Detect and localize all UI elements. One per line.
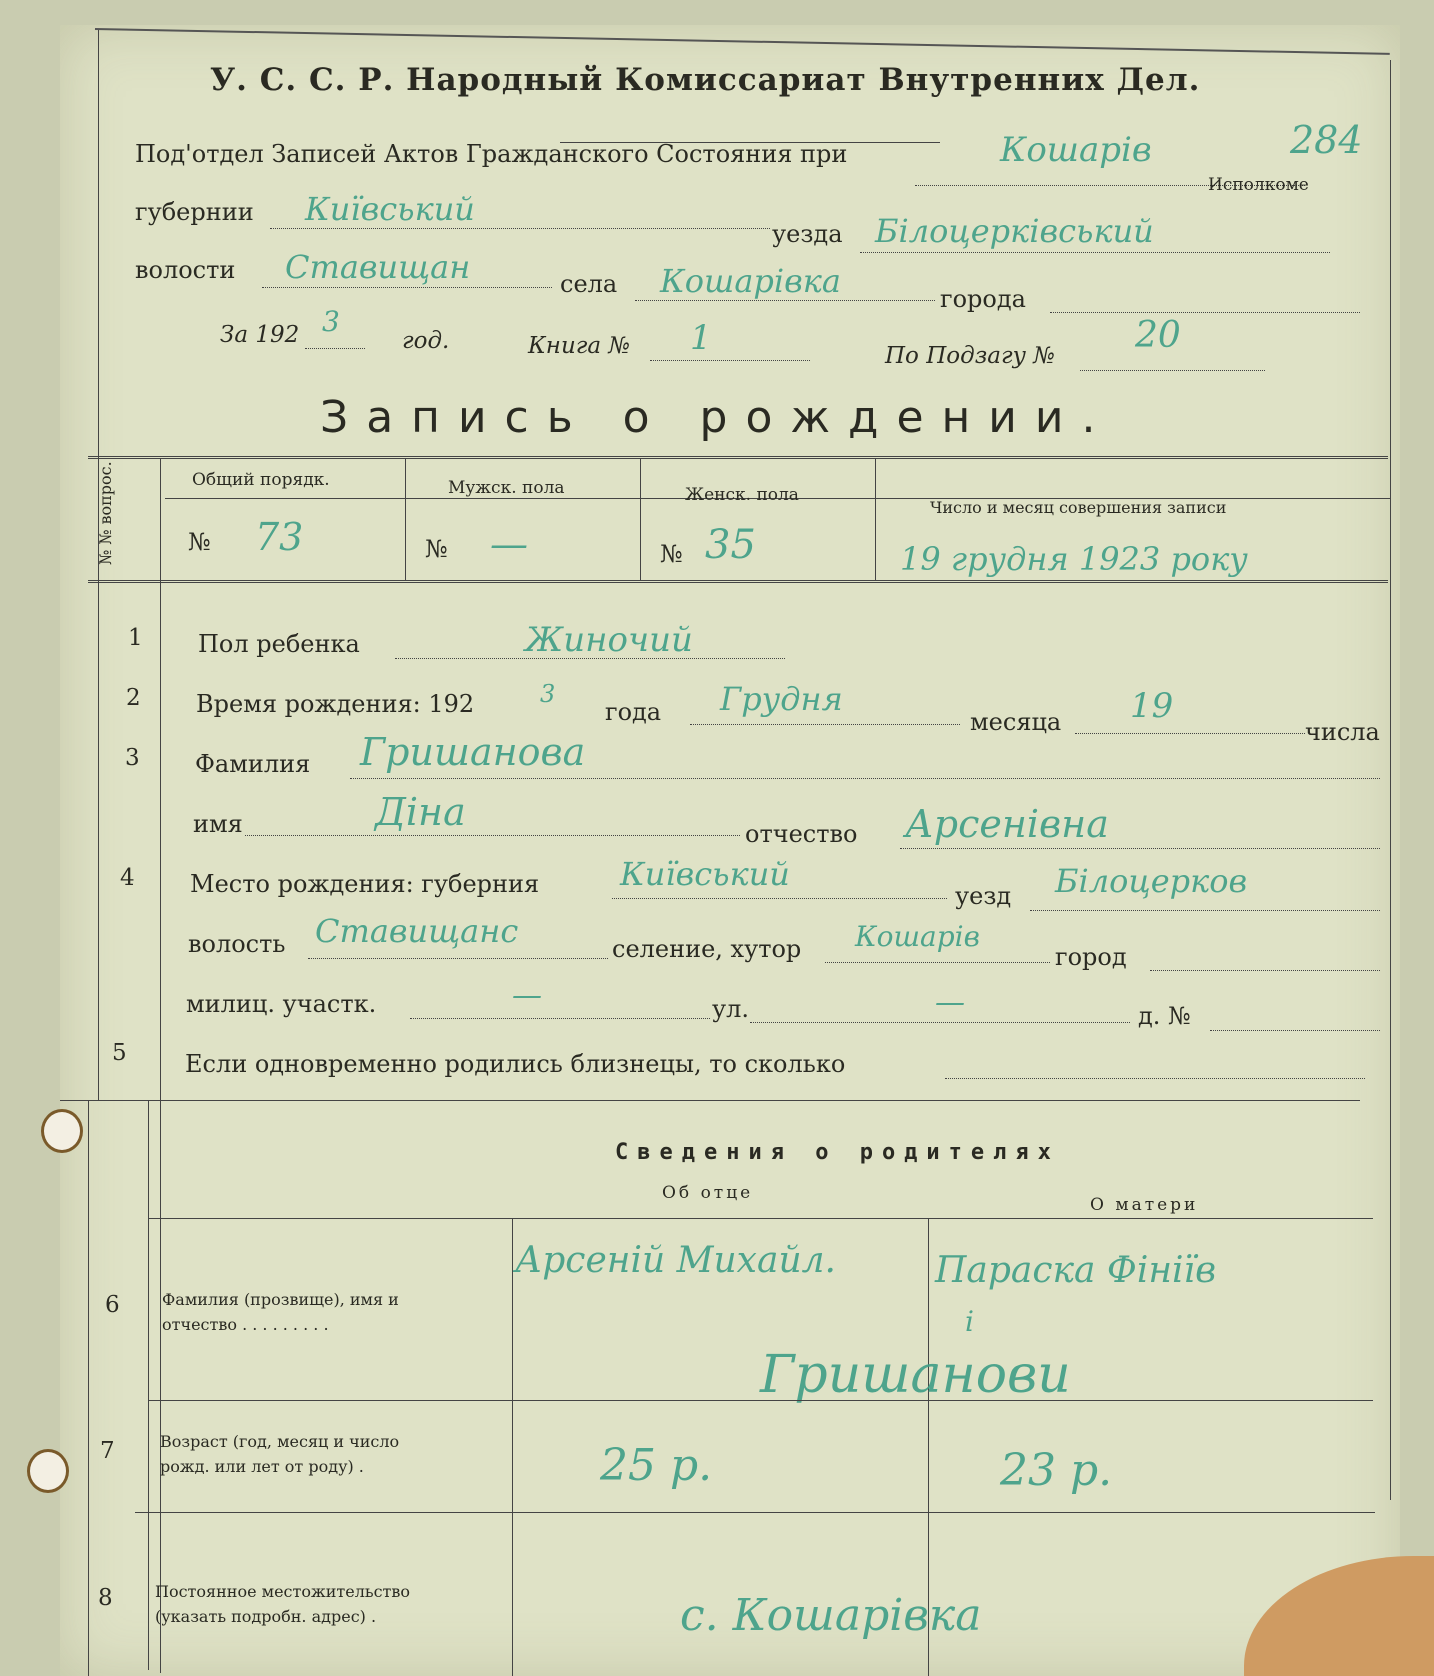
street-line (750, 1022, 1130, 1023)
podzag-line (1080, 370, 1265, 371)
podzag-handwriting: 20 (1135, 315, 1181, 356)
subdept-handwriting: Кошарів (1000, 130, 1152, 170)
time-label: Время рождения: 192 (196, 690, 475, 718)
sex-handwriting: Жиночий (525, 620, 693, 660)
row6-label-line2: отчество . . . . . . . . . (162, 1315, 329, 1334)
place-uezd-label: уезд (955, 882, 1012, 910)
question-number-label: № № вопрос. (96, 461, 115, 565)
col-female-prefix: № (660, 540, 683, 568)
year-label: За 192 (220, 322, 300, 348)
patronymic-handwriting: Арсенівна (905, 802, 1109, 846)
uezd-label: уезда (772, 220, 843, 248)
row6-mother-handwriting-2: і (965, 1305, 974, 1338)
q2-number: 2 (126, 685, 141, 711)
place-volost-label: волость (188, 930, 286, 958)
frame-left-border-lower (88, 1100, 89, 1676)
name-line (245, 835, 740, 836)
place-gub-line (612, 898, 947, 899)
punch-hole-lower (30, 1452, 66, 1490)
father-header: Об отце (662, 1183, 754, 1203)
street-label: ул. (712, 995, 749, 1023)
corner-number: 284 (1290, 118, 1363, 162)
volost-handwriting: Ставищан (285, 248, 471, 286)
place-city-line (1150, 970, 1380, 971)
time-year-handwriting: 3 (540, 680, 556, 708)
top-col-divider-1 (405, 458, 406, 580)
top-col-divider-2 (640, 458, 641, 580)
place-volost-line (308, 958, 608, 959)
place-uezd-handwriting: Білоцерков (1055, 862, 1248, 900)
patronymic-line (900, 848, 1380, 849)
police-label: милиц. участк. (186, 990, 377, 1018)
q8-number: 8 (98, 1585, 113, 1611)
top-table-bottom-border (88, 580, 1388, 583)
row7-mother-handwriting: 23 р. (1000, 1445, 1113, 1496)
selo-label: села (560, 270, 618, 298)
row8-label-line1: Постоянное местожительство (155, 1582, 411, 1601)
q1-number: 1 (128, 625, 143, 651)
time-month-handwriting: Грудня (720, 680, 843, 718)
surname-handwriting: Гришанова (360, 730, 586, 774)
mother-header: О матери (1090, 1195, 1199, 1215)
col-male-header: Мужск. пола (448, 478, 565, 498)
year-handwriting: 3 (322, 305, 340, 338)
twins-line (945, 1078, 1365, 1079)
question-column-divider (160, 458, 161, 1673)
row8-handwriting: с. Кошарівка (680, 1590, 982, 1641)
q7-number: 7 (100, 1438, 115, 1464)
guberniya-handwriting: Київський (305, 190, 475, 228)
parents-col-divider-1 (512, 1218, 513, 1676)
q3-number: 3 (125, 745, 140, 771)
book-line (650, 360, 810, 361)
col-female-handwriting: 35 (705, 522, 756, 568)
patronymic-label: отчество (745, 820, 858, 848)
podzag-label: По Подзагу № (885, 343, 1055, 369)
row6-surname-handwriting: Гришанови (760, 1345, 1071, 1405)
col-male-handwriting: — (490, 522, 528, 566)
uezd-line (860, 252, 1330, 253)
day-handwriting: 19 (1130, 686, 1174, 726)
record-title: Запись о рождении. (320, 392, 1114, 443)
house-label: д. № (1138, 1002, 1191, 1030)
row7-label-line1: Возраст (год, месяц и число (160, 1432, 400, 1451)
subdept-label: Под'отдел Записей Актов Гражданского Состояния при (135, 140, 848, 168)
uezd-handwriting: Білоцерківський (875, 212, 1154, 250)
day-label: числа (1305, 718, 1380, 746)
row6-bottom-rule (148, 1400, 1373, 1401)
surname-label: Фамилия (195, 750, 311, 778)
row7-father-handwriting: 25 р. (600, 1440, 713, 1491)
volost-label: волости (135, 256, 236, 284)
selo-handwriting: Кошарівка (660, 262, 841, 300)
header-title: У. С. С. Р. Народный Комиссариат Внутренних Дел. (210, 62, 1201, 98)
row6-mother-handwriting: Параска Фініїв (935, 1250, 1217, 1291)
top-table-border (88, 456, 1388, 459)
day-line (1075, 733, 1305, 734)
parents-header-rule (148, 1218, 1373, 1219)
month-label: месяца (970, 708, 1062, 736)
row7-bottom-rule (135, 1512, 1375, 1513)
house-line (1210, 1030, 1380, 1031)
row7-label-line2: рожд. или лет от роду) . (160, 1457, 364, 1476)
col-general-header: Общий порядк. (192, 470, 330, 490)
police-line (410, 1018, 710, 1019)
row6-father-handwriting: Арсеній Михайл. (515, 1240, 836, 1281)
frame-right-border (1390, 60, 1391, 1500)
punch-hole-upper (44, 1112, 80, 1150)
top-col-divider-3 (875, 458, 876, 580)
place-village-label: селение, хутор (612, 935, 802, 963)
place-city-label: город (1055, 943, 1127, 971)
book-handwriting: 1 (690, 318, 712, 358)
row8-label-line2: (указать подробн. адрес) . (155, 1607, 377, 1626)
police-handwriting: — (512, 978, 542, 1013)
gorod-line (1050, 312, 1360, 313)
parents-question-divider (148, 1100, 149, 1670)
col-date-handwriting: 19 грудня 1923 року (900, 540, 1248, 578)
twins-label: Если одновременно родились близнецы, то сколько (185, 1050, 846, 1078)
place-gub-handwriting: Київський (620, 855, 790, 893)
year-suffix: год. (402, 328, 450, 354)
time-month-line (690, 724, 960, 725)
place-volost-handwriting: Ставищанс (315, 912, 519, 950)
q6-number: 6 (105, 1292, 120, 1318)
volost-line (262, 287, 552, 288)
q4-number: 4 (120, 865, 135, 891)
book-label: Книга № (528, 333, 631, 359)
ispolkom-label: Исполкоме (1208, 175, 1309, 195)
parents-top-border (60, 1100, 1360, 1101)
frame-left-border (98, 30, 99, 1100)
surname-line (350, 778, 1380, 779)
street-handwriting: — (935, 985, 965, 1020)
col-general-handwriting: 73 (255, 515, 304, 559)
name-label: имя (193, 810, 243, 838)
sex-label: Пол ребенка (198, 630, 360, 658)
parents-section-title: Сведения о родителях (615, 1140, 1060, 1165)
selo-line (635, 300, 935, 301)
col-female-header: Женск. пола (685, 485, 799, 505)
guberniya-line (270, 228, 770, 229)
row6-label-line1: Фамилия (прозвище), имя и (162, 1290, 399, 1309)
q5-number: 5 (112, 1040, 127, 1066)
place-village-handwriting: Кошарів (855, 920, 980, 953)
gorod-label: города (940, 285, 1026, 313)
name-handwriting: Діна (375, 790, 466, 834)
place-village-line (825, 962, 1050, 963)
col-general-prefix: № (188, 528, 211, 556)
time-year-suffix: года (605, 698, 662, 726)
place-uezd-line (1030, 910, 1380, 911)
guberniya-label: губернии (135, 198, 254, 226)
year-line (305, 348, 365, 349)
col-male-prefix: № (425, 535, 448, 563)
col-date-header: Число и месяц совершения записи (930, 498, 1227, 517)
place-label: Место рождения: губерния (190, 870, 540, 898)
